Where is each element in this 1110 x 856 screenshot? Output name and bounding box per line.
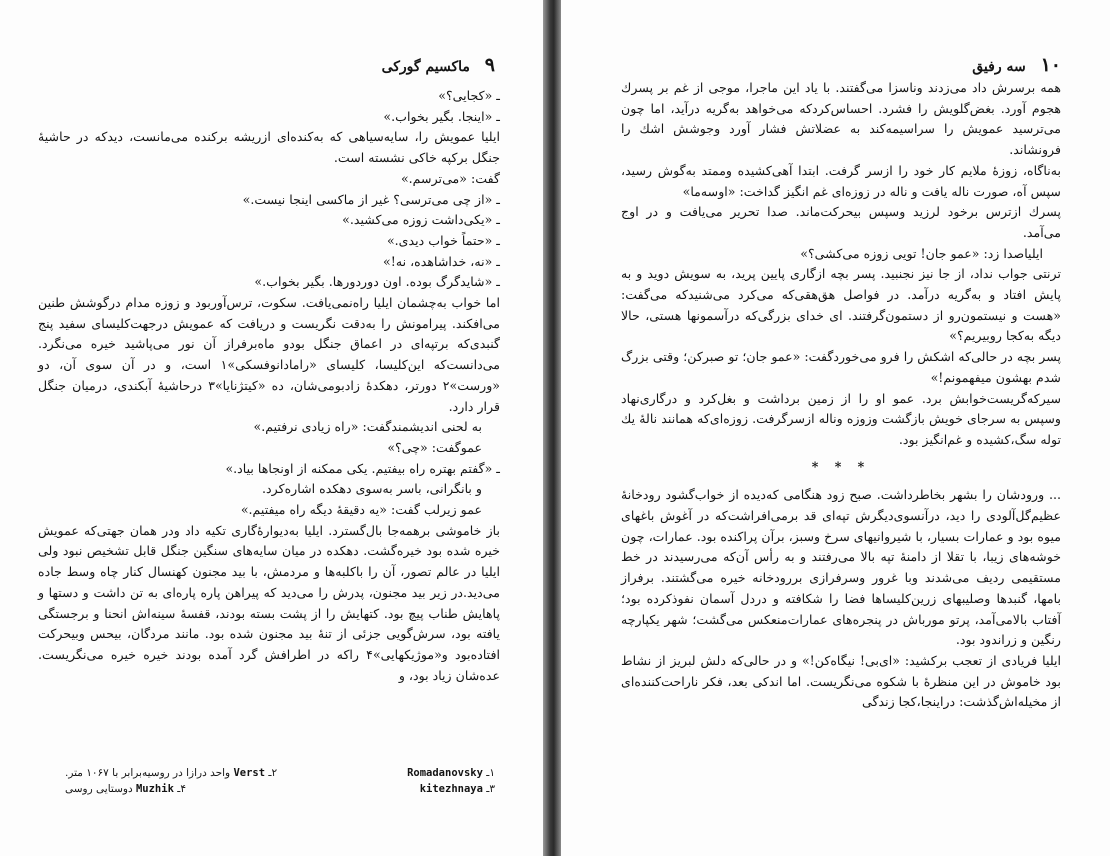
left-page-paragraph: ـ «کجایی؟» (438, 88, 500, 103)
right-page-paragraph: ترنتی جواب نداد، از جا نیز نجنبید. پسر بچه ازگاری پایین پرید، به سویش دوید و به پایش افتاد و به‌گریه درآمد. در فواصل هق‌هقی‌که می‌کرد می‌شنیدکه می‌گفت: «هست و نیستمون‌رو از دستمون‌گرفتند. ای خدای بزرگی‌که درآسمونها هستی، حالا دیگه به‌کجا روبیریم؟» (621, 266, 1061, 344)
footnote-row-2 (65, 781, 495, 797)
left-page-paragraph: گفت: «می‌ترسم.» (400, 170, 500, 186)
left-page-paragraph: ـ «یکی‌داشت زوزه می‌کشید.» (342, 212, 500, 228)
right-page-paragraph: ... ورودشان را بشهر بخاطرداشت. صبح زود هنگامی کەدیده از خواب‌گشود رودخانهٔ عظیم‌گل‌آلودی را دید، درآنسوی‌دیگرش تپه‌ای قد برمی‌افراشت‌که در آغوش باغهای میوه بود و عمارات بسیار، با شیروانیهای سرخ وسبز، برآن پراکنده بود. عمارات، چون خوشه‌های زیبا، با تقلا از دامنهٔ تپه بالا می‌رفتند و به رأس آن‌که می‌رسیدند در خط مستقیمی ردیف می‌شدند وبا غرور وسرفرازی بررودخانه خیره می‌گشتند. برفراز بامها، گنبدها وصلیبهای زرین‌کلیساها فضا را شکافته و دردل آسمان نفوذکرده بود؛آفتاب بالامی‌آمد، پرتو مورباش در پنجره‌های عمارات‌منعکس می‌گشت؛ شهر یکپارچه رنگین و زراندود بود. (621, 487, 1061, 648)
left-page-paragraph: عموگفت: «چی؟» (387, 439, 482, 455)
footnote-1 (407, 765, 495, 781)
footnote-2-term: Verst (233, 767, 266, 779)
left-page-paragraph: ـ «از چی می‌ترسی؟ غیر از ماکسی اینجا نیست.» (242, 191, 500, 207)
left-page-paragraph: ـ «گفتم بهتره راه بیفتیم. یکی ممکنه از اونجاها بیاد.» (225, 460, 500, 476)
left-page (0, 0, 543, 856)
right-page-number: ۱۰ (1040, 54, 1061, 76)
left-page-header (55, 54, 495, 76)
right-page-paragraph: ایلیا فریادی از تعجب برکشید: «ای‌بی! نیگاه‌کن!» و در حالی‌که دلش لبریز از نشاط بود خاموش در این منظرهٔ با شکوه می‌نگریست. اما اندکی بعد، فکر ناراحت‌کننده‌ای از مخیله‌اش‌گذشت: دراینجا،کجا زندگی (621, 652, 1061, 710)
right-page-paragraph: پسرك ازترس برخود لرزید وسپس بیحرکت‌ماند. صدا تحریر می‌یافت و در اوج می‌آمد. (621, 204, 1061, 240)
left-page-paragraph: به لحنی اندیشمندگفت: «راه زیادی نرفتیم.» (253, 419, 482, 435)
left-page-paragraph: اما خواب به‌چشمان ایلیا راه‌نمی‌یافت. سکوت، ترس‌آوربود و زوزه مدام درگوشش طنین می‌افکند. پیرامونش را به‌دقت نگریست و دریافت که عمویش درجهت‌کلیسای سفید پنج گنبدی‌که برتپه‌ای در اعماق جنگل بودو ماه‌برفراز آن نور می‌پاشید خیره می‌نگرد. می‌دانست‌که این‌کلیسا، کلیسای «رامادانوفسکی»۱ است، و در آن سوی آن، دو «ورست»۲ دورتر، دهکدهٔ زادبومی‌شان، ده «کیتژنایا»۳ درحاشیهٔ آبکندی، درمیان جنگل قرار دارد. (38, 295, 500, 414)
footnote-4-marker: ۴ـ (177, 783, 186, 795)
right-page-paragraph: به‌ناگاه، زوزهٔ ملایم کار خود را ازسر گرفت. ابتدا آهی‌کشیده وممتد به‌گوش رسید، سپس آه، صورت ناله یافت و ناله در زوزه‌ای غم انگیز گداخت: «اوسه‌ما» (621, 162, 1061, 199)
left-page-paragraph: ایلیا عمویش را، سایه‌سیاهی که به‌کنده‌ای ازریشه برکنده می‌مانست، دیدکه در حاشیهٔ جنگل برکپه خاکی نشسته است. (38, 129, 500, 166)
left-page-paragraph: و بانگرانی، باسر به‌سوی دهکده اشاره‌کرد. (262, 481, 482, 497)
footnote-3 (420, 781, 495, 797)
left-page-paragraph: ـ «حتماً خواب دیدی.» (386, 232, 500, 248)
right-page (561, 0, 1110, 856)
left-header-title: ماکسیم گورکی (381, 59, 470, 75)
right-page-paragraph: همه برسرش داد می‌زدند وناسزا می‌گفتند. با یاد این ماجرا، موجی از غم بر پسرك هجوم آورد. بغض‌گلویش را فشرد. احساس‌کرد‌که می‌خواهد به‌گریه درآید، اما چون می‌ترسید عمویش را سراسیمه‌کند به عضلاتش فشار آورد وجوشش اشك را فرونشاند. (621, 80, 1061, 158)
footnotes (65, 765, 495, 797)
right-page-paragraph: سیرکه‌گریست‌خوابش برد. عمو او را از زمین برداشت و بغل‌کرد و در‌گاری‌نهاد وسپس به سرجای خویش بازگشت وزوزه وناله ازسرگرفت. زوزه‌ای‌که همانند نالهٔ یك توله سگ،کشیده و غم‌انگیز بود. (621, 390, 1061, 447)
footnote-4-term: Muzhik (135, 783, 174, 795)
footnote-4-desc: دوستایی روسی (65, 783, 133, 795)
right-page-paragraph: ایلیاصدا زد: «عمو جان! تویی زوزه می‌کشی؟» (800, 245, 1043, 261)
footnote-2-desc: واحد درازا در روسیه‌برابر با ۱۰۶۷ متر. (65, 767, 231, 779)
left-page-paragraph: باز خاموشی برهمه‌جا بال‌گسترد. ایلیا به‌دیوارهٔ‌گاری تکیه داد ودر همان جهتی‌که عمویش خیره شده بود خیره‌گشت. دهکده در میان سایه‌های سنگین جنگل قابل تشخیص نبود ولی ایلیا در عالم تصور، آن را با‌کلبه‌ها و مردمش، با بید مجنون کهنسال کنار چاه وسط جاده می‌دید.در زیر بید مجنون، پدرش را می‌دید که پیراهن پاره پاره‌ای به تن داشت و دستها و پاهایش طناب پیچ بود. کتهایش را از پشت بسته بودند، قفسهٔ سینه‌اش انحنا و برجستگی یافته بود، سرش‌گویی جزئی از تنهٔ بید مجنون شده بود. مانند مردگان، بیحس وبیحرکت افتاده‌بود و«موژیکهایی»۴ راکه در اطرافش گرد آمده بودند خیره خیره می‌نگریست. عده‌شان زیاد بود، و (38, 522, 500, 683)
book-gutter (543, 0, 561, 856)
right-page-paragraph: * * * (811, 458, 871, 474)
right-page-body (621, 78, 1061, 713)
right-header-title: سه رفیق (972, 59, 1026, 75)
left-page-body (38, 86, 500, 686)
left-page-paragraph: عمو زیرلب گفت: «یه دقیقهٔ دیگه راه میفتیم.» (240, 502, 482, 518)
footnote-3-marker: ۳ـ (486, 783, 495, 795)
right-page-paragraph: پسر بچه در حالی‌که اشکش را فرو می‌خورد‌گفت: «عمو جان؛ تو صبرکن؛ وقتی بزرگ شدم بهشون میفهمونم!» (621, 349, 1061, 385)
footnote-4 (65, 781, 186, 797)
footnote-1-term: Romadanovsky (407, 767, 483, 779)
left-page-paragraph: ـ «نه، خداشاهده، نه!» (383, 253, 500, 269)
left-page-paragraph: ـ «شایدگرگ بوده. اون دوردورها. بگیر بخواب.» (254, 274, 500, 290)
left-page-paragraph: ـ «اینجا. بگیر بخواب.» (383, 108, 500, 124)
footnote-2-marker: ۲ـ (268, 767, 278, 779)
footnote-3-term: kitezhnaya (419, 783, 483, 795)
left-page-number: ۹ (484, 54, 495, 76)
right-page-header (621, 54, 1061, 76)
footnote-1-marker: ۱ـ (486, 767, 495, 779)
footnote-row-1 (65, 765, 495, 781)
footnote-2 (65, 765, 277, 781)
